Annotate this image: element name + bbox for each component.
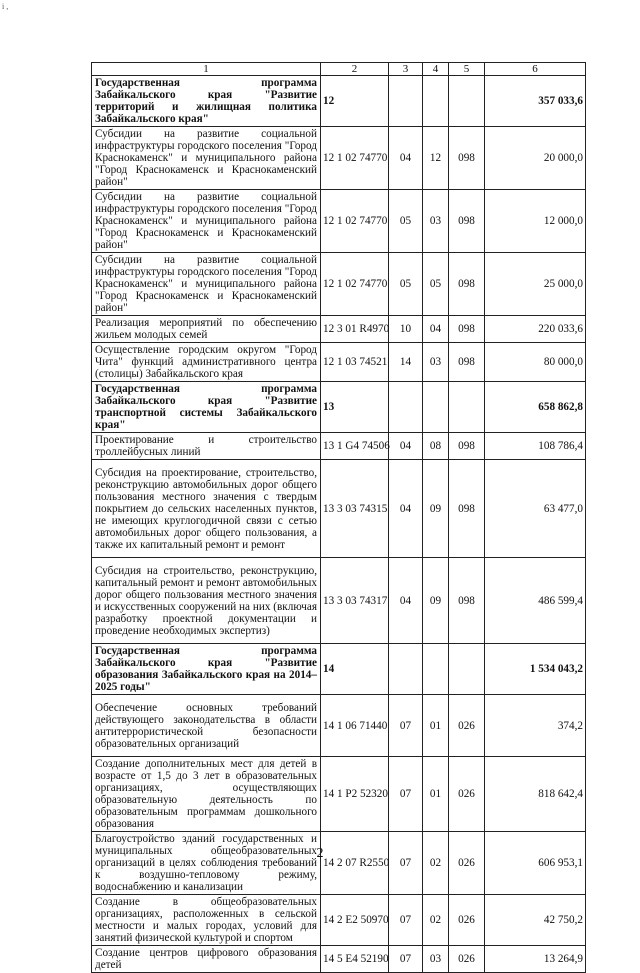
table-row (92, 695, 586, 757)
row-name: Создание центров цифрового образования детей (92, 946, 321, 973)
subsection-code: 12 (423, 127, 449, 190)
row-name: Субсидия на строительство, реконструкцию, капитальный ремонт и ремонт автомобильных дорог общего пользования местного значения и искусственных сооружений на них (включая разработку проектной документации и проведение необходимых экспертиз) (92, 558, 321, 644)
section-code: 07 (389, 695, 423, 757)
amount: 42 750,2 (485, 895, 586, 946)
amount: 108 786,4 (485, 433, 586, 460)
target-article-code: 12 1 02 74770 (321, 127, 389, 190)
target-article-code: 12 3 01 R4970 (321, 316, 389, 343)
amount: 25 000,0 (485, 253, 586, 316)
section-code (389, 382, 423, 433)
target-article-code: 13 3 03 74317 (321, 558, 389, 644)
subsection-code: 05 (423, 253, 449, 316)
expense-type-code: 098 (449, 460, 485, 558)
section-code: 04 (389, 558, 423, 644)
target-article-code: 12 (321, 76, 389, 127)
table-row (92, 190, 586, 253)
target-article-code: 14 1 06 71440 (321, 695, 389, 757)
amount: 357 033,6 (485, 76, 586, 127)
scan-mark: i , (2, 2, 9, 11)
section-code: 07 (389, 895, 423, 946)
subsection-code: 08 (423, 433, 449, 460)
row-name: Субсидии на развитие социальной инфраструктуры городского поселения "Город Краснокаменск" и муниципального района "Город Краснокаменск и Краснокаменский район" (92, 127, 321, 190)
amount: 374,2 (485, 695, 586, 757)
budget-table (91, 62, 586, 973)
target-article-code: 14 5 E4 52190 (321, 946, 389, 973)
row-name: Субсидия на проектирование, строительство, реконструкцию автомобильных дорог общего пользования местного значения с твердым покрытием до сельских населенных пунктов, не имеющих круглогодичной связи с сетью автомобильных дорог общего пользования, а также их капитальный ремонт и ремонт (92, 460, 321, 558)
column-number: 6 (485, 63, 586, 76)
expense-type-code: 098 (449, 127, 485, 190)
row-name: Субсидии на развитие социальной инфраструктуры городского поселения "Город Краснокаменск" и муниципального района "Город Краснокаменск и Краснокаменский район" (92, 190, 321, 253)
subsection-code: 02 (423, 895, 449, 946)
section-code (389, 644, 423, 695)
target-article-code: 13 3 03 74315 (321, 460, 389, 558)
table-row (92, 460, 586, 558)
column-number: 1 (92, 63, 321, 76)
table-row (92, 316, 586, 343)
row-name: Создание дополнительных мест для детей в возрасте от 1,5 до 3 лет в образовательных организациях, осуществляющих образовательную деятельность по образовательным программам дошкольного образования (92, 757, 321, 832)
target-article-code: 14 (321, 644, 389, 695)
table-row (92, 127, 586, 190)
expense-type-code (449, 76, 485, 127)
section-code: 14 (389, 343, 423, 382)
section-code: 07 (389, 757, 423, 832)
expense-type-code: 098 (449, 316, 485, 343)
budget-table-body (92, 63, 586, 973)
expense-type-code (449, 644, 485, 695)
subsection-code: 03 (423, 343, 449, 382)
expense-type-code: 026 (449, 695, 485, 757)
target-article-code: 14 2 07 R2550 (321, 832, 389, 895)
page-number: 2 (316, 846, 324, 861)
row-name: Осуществление городским округом "Город Чита" функций административного центра (столицы) Забайкальского края (92, 343, 321, 382)
subsection-code (423, 76, 449, 127)
target-article-code: 12 1 03 74521 (321, 343, 389, 382)
column-number: 2 (321, 63, 389, 76)
subsection-code: 03 (423, 190, 449, 253)
row-name: Проектирование и строительство троллейбусных линий (92, 433, 321, 460)
subsection-code (423, 382, 449, 433)
target-article-code: 13 (321, 382, 389, 433)
table-row (92, 343, 586, 382)
expense-type-code: 098 (449, 433, 485, 460)
amount: 658 862,8 (485, 382, 586, 433)
section-code: 04 (389, 433, 423, 460)
program-row (92, 382, 586, 433)
subsection-code (423, 644, 449, 695)
row-name: Государственная программа Забайкальского края "Развитие транспортной системы Забайкальского края" (92, 382, 321, 433)
subsection-code: 03 (423, 946, 449, 973)
table-row (92, 895, 586, 946)
expense-type-code: 098 (449, 253, 485, 316)
section-code: 04 (389, 460, 423, 558)
expense-type-code: 098 (449, 343, 485, 382)
target-article-code: 13 1 G4 74506 (321, 433, 389, 460)
section-code: 10 (389, 316, 423, 343)
subsection-code: 04 (423, 316, 449, 343)
row-name: Благоустройство зданий государственных и муниципальных общеобразовательных организаций в целях соблюдения требований к воздушно-тепловому режиму, водоснабжению и канализации (92, 832, 321, 895)
column-number: 4 (423, 63, 449, 76)
amount: 1 534 043,2 (485, 644, 586, 695)
expense-type-code: 026 (449, 946, 485, 973)
amount: 818 642,4 (485, 757, 586, 832)
table-row (92, 832, 586, 895)
table-row (92, 433, 586, 460)
subsection-code: 01 (423, 757, 449, 832)
section-code: 05 (389, 253, 423, 316)
amount: 12 000,0 (485, 190, 586, 253)
row-name: Создание в общеобразовательных организациях, расположенных в сельской местности и малых городах, условий для занятий физической культурой и спортом (92, 895, 321, 946)
column-number: 3 (389, 63, 423, 76)
table-row (92, 946, 586, 973)
expense-type-code (449, 382, 485, 433)
column-number: 5 (449, 63, 485, 76)
target-article-code: 12 1 02 74770 (321, 190, 389, 253)
target-article-code: 14 2 E2 50970 (321, 895, 389, 946)
table-row (92, 757, 586, 832)
table-row (92, 253, 586, 316)
amount: 20 000,0 (485, 127, 586, 190)
expense-type-code: 098 (449, 190, 485, 253)
subsection-code: 09 (423, 460, 449, 558)
program-row (92, 644, 586, 695)
target-article-code: 12 1 02 74770 (321, 253, 389, 316)
amount: 606 953,1 (485, 832, 586, 895)
expense-type-code: 026 (449, 895, 485, 946)
row-name: Субсидии на развитие социальной инфраструктуры городского поселения "Город Краснокаменск" и муниципального района "Город Краснокаменск и Краснокаменский район" (92, 253, 321, 316)
program-row (92, 76, 586, 127)
amount: 13 264,9 (485, 946, 586, 973)
expense-type-code: 026 (449, 832, 485, 895)
row-name: Государственная программа Забайкальского края "Развитие территорий и жилищная политика Забайкальского края" (92, 76, 321, 127)
table-row (92, 558, 586, 644)
subsection-code: 02 (423, 832, 449, 895)
row-name: Обеспечение основных требований действующего законодательства в области антитеррористической безопасности образовательных организаций (92, 695, 321, 757)
amount: 220 033,6 (485, 316, 586, 343)
section-code (389, 76, 423, 127)
column-number-row (92, 63, 586, 76)
row-name: Реализация мероприятий по обеспечению жильем молодых семей (92, 316, 321, 343)
amount: 80 000,0 (485, 343, 586, 382)
target-article-code: 14 1 P2 52320 (321, 757, 389, 832)
subsection-code: 01 (423, 695, 449, 757)
section-code: 07 (389, 832, 423, 895)
amount: 63 477,0 (485, 460, 586, 558)
section-code: 05 (389, 190, 423, 253)
expense-type-code: 098 (449, 558, 485, 644)
section-code: 07 (389, 946, 423, 973)
expense-type-code: 026 (449, 757, 485, 832)
subsection-code: 09 (423, 558, 449, 644)
section-code: 04 (389, 127, 423, 190)
amount: 486 599,4 (485, 558, 586, 644)
row-name: Государственная программа Забайкальского края "Развитие образования Забайкальского края на 2014–2025 годы" (92, 644, 321, 695)
